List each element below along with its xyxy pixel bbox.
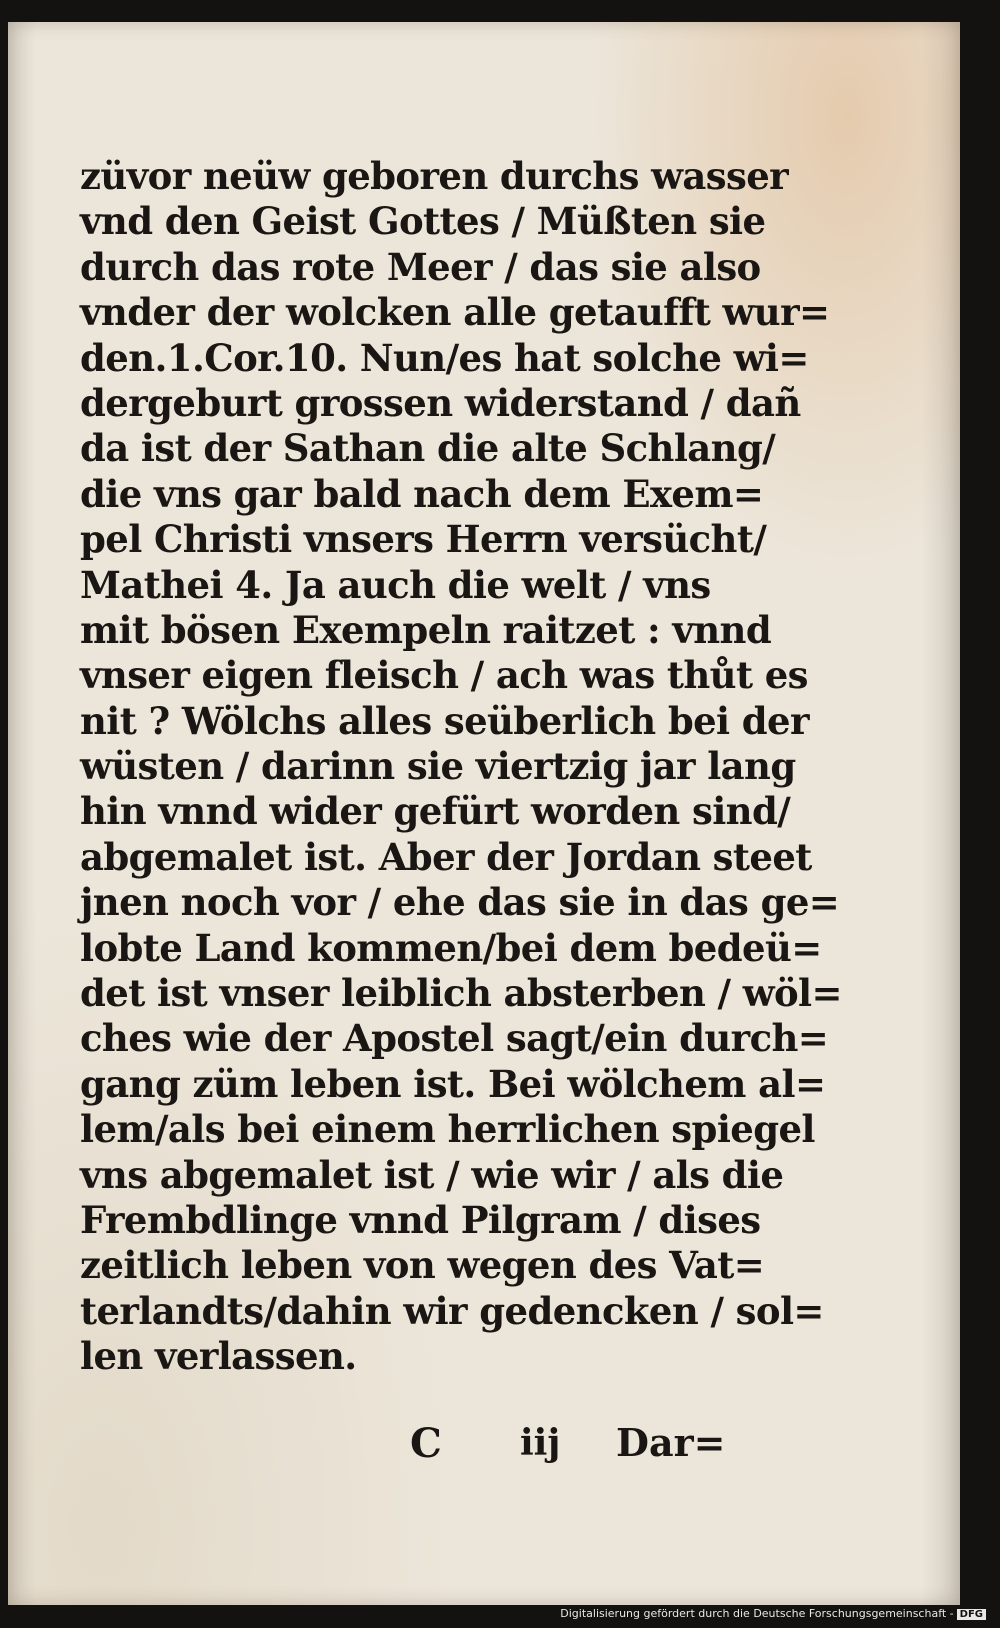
text-line: vnser eigen fleisch / ach was thůt es (80, 653, 808, 698)
text-line: da ist der Sathan die alte Schlang/ (80, 426, 776, 471)
signature-row (80, 1420, 760, 1470)
text-line: vns abgemalet ist / wie wir / als die (80, 1152, 784, 1197)
text-line: Frembdlinge vnnd Pilgram / dises (80, 1197, 761, 1242)
text-line: vnd den Geist Gottes / Müßten sie (80, 199, 766, 244)
text-line: terlandts/dahin wir gedencken / sol= (80, 1288, 824, 1333)
text-line: hin vnnd wider gefürt worden sind/ (80, 789, 791, 834)
text-block (80, 154, 842, 1380)
signature-number: iij (520, 1422, 561, 1464)
book-page (8, 22, 960, 1605)
credit-text: Digitalisierung gefördert durch die Deutsche Forschungsgemeinschaft - (560, 1607, 954, 1620)
text-line: durch das rote Meer / das sie also (80, 244, 761, 289)
catchword: Dar= (616, 1420, 726, 1465)
text-line: pel Christi vnsers Herrn versücht/ (80, 517, 767, 562)
text-line: Mathei 4. Ja auch die welt / vns (80, 562, 711, 607)
text-line: zeitlich leben von wegen des Vat= (80, 1243, 765, 1288)
text-line: lobte Land kommen/bei dem bedeü= (80, 925, 822, 970)
text-line: det ist vnser leiblich absterben / wöl= (80, 971, 842, 1016)
text-line: wüsten / darinn sie viertzig jar lang (80, 744, 796, 789)
text-line: ches wie der Apostel sagt/ein durch= (80, 1016, 829, 1061)
signature-mark: C (410, 1420, 442, 1467)
text-line: den.1.Cor.10. Nun/es hat solche wi= (80, 335, 809, 380)
text-line: dergeburt grossen widerstand / dañ (80, 380, 801, 425)
text-line: len verlassen. (80, 1334, 357, 1379)
text-line: nit ? Wölchs alles seüberlich bei der (80, 698, 809, 743)
text-line: mit bösen Exempeln raitzet : vnnd (80, 607, 772, 652)
text-line: die vns gar bald nach dem Exem= (80, 471, 764, 516)
text-line: jnen noch vor / ehe das sie in das ge= (80, 880, 840, 925)
digitization-credit (560, 1607, 986, 1620)
text-line: züvor neüw geboren durchs wasser (80, 154, 789, 198)
dfg-logo: DFG (957, 1609, 986, 1620)
text-line: gang züm leben ist. Bei wölchem al= (80, 1061, 826, 1106)
text-line: vnder der wolcken alle getaufft wur= (80, 290, 830, 335)
text-line: lem/als bei einem herrlichen spiegel (80, 1107, 815, 1152)
text-line: abgemalet ist. Aber der Jordan steet (80, 834, 812, 879)
